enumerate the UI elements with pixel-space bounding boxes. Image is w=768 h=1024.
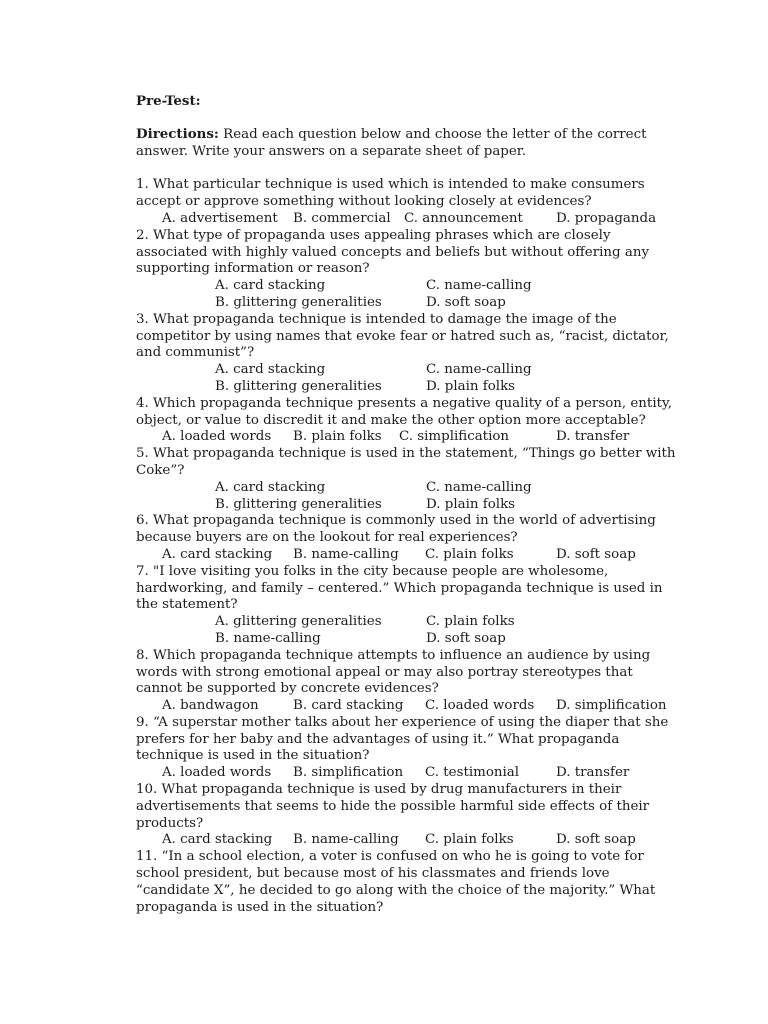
option: B. name-calling bbox=[293, 546, 399, 562]
question-1: 1. What particular technique is used which is intended to make consumers accept or approve something without looking closely at evidences? bbox=[136, 177, 645, 210]
document-page bbox=[136, 93, 676, 916]
question-9: 9. “A superstar mother talks about her experience of using the diaper that she prefers for her baby and the advantages of using it.” What propaganda technique is used in the situation? bbox=[136, 714, 669, 764]
directions-text: Read each question below and choose the letter of the correct answer. Write your answers on a separate sheet of paper. bbox=[136, 126, 647, 159]
option: C. announcement bbox=[404, 210, 523, 226]
option: D. plain folks bbox=[426, 496, 516, 512]
option: B. name-calling bbox=[293, 832, 399, 848]
question-5: 5. What propaganda technique is used in the statement, “Things go better with Coke”? bbox=[136, 446, 676, 478]
option: C. name-calling bbox=[426, 362, 532, 378]
question-1-options bbox=[136, 211, 676, 228]
option: C. plain folks bbox=[425, 832, 514, 848]
option: B. glittering generalities bbox=[215, 294, 382, 310]
option: B. glittering generalities bbox=[215, 378, 382, 394]
question-6: 6. What propaganda technique is commonly used in the world of advertising because buyers are on the lookout for real experiences? bbox=[136, 513, 656, 546]
question-4: 4. Which propaganda technique presents a negative quality of a person, entity, object, or value to discredit it and make the other option more acceptable? bbox=[136, 395, 673, 428]
option: D. simplification bbox=[556, 698, 667, 714]
page-title: Pre-Test: bbox=[136, 93, 201, 109]
question-7-options-row-2 bbox=[136, 631, 676, 648]
question-3-options-row-2 bbox=[136, 379, 676, 396]
question-10: 10. What propaganda technique is used by drug manufacturers in their advertisements that seems to hide the possible harmful side effects of their products? bbox=[136, 782, 650, 831]
option: A. card stacking bbox=[162, 546, 273, 562]
option: C. name-calling bbox=[426, 479, 532, 495]
question-5-options-row-1 bbox=[136, 480, 676, 497]
option: D. plain folks bbox=[426, 378, 516, 394]
option: A. advertisement bbox=[162, 210, 278, 226]
option: B. simplification bbox=[293, 765, 404, 781]
option: B. glittering generalities bbox=[215, 496, 382, 512]
option: C. simplification bbox=[399, 429, 510, 445]
option: B. name-calling bbox=[215, 630, 321, 646]
option: A. loaded words bbox=[162, 429, 272, 445]
option: C. plain folks bbox=[425, 546, 514, 562]
question-11: 11. “In a school election, a voter is confused on who he is going to vote for school president, but because most of his classmates and friends love “candidate X”, he decided to go along with the choice of the majority.” What propaganda is used in the situation? bbox=[136, 849, 656, 915]
directions bbox=[136, 126, 676, 161]
option: C. name-calling bbox=[426, 278, 532, 294]
option: A. bandwagon bbox=[162, 698, 259, 714]
option: D. soft soap bbox=[556, 832, 636, 848]
option: D. transfer bbox=[556, 429, 630, 445]
option: A. card stacking bbox=[215, 479, 326, 495]
option: A. loaded words bbox=[162, 765, 272, 781]
question-8-options bbox=[136, 698, 676, 715]
option: C. loaded words bbox=[425, 698, 535, 714]
directions-label: Directions: bbox=[136, 125, 219, 142]
question-7: 7. "I love visiting you folks in the city because people are wholesome, hardworking, and family – centered.” Which propaganda technique is used in the statement? bbox=[136, 563, 663, 613]
option: B. commercial bbox=[293, 210, 391, 226]
option: D. transfer bbox=[556, 765, 630, 781]
option: A. card stacking bbox=[215, 278, 326, 294]
question-4-options bbox=[136, 429, 676, 446]
option: C. testimonial bbox=[425, 765, 520, 781]
question-2-options-row-2 bbox=[136, 295, 676, 312]
option: A. card stacking bbox=[215, 362, 326, 378]
option: D. soft soap bbox=[556, 546, 636, 562]
question-6-options bbox=[136, 547, 676, 564]
question-8: 8. Which propaganda technique attempts to influence an audience by using words with strong emotional appeal or may also portray stereotypes that cannot be supported by concrete evidences? bbox=[136, 647, 651, 697]
option: C. plain folks bbox=[426, 614, 515, 630]
option: A. card stacking bbox=[162, 832, 273, 848]
option: B. plain folks bbox=[293, 429, 382, 445]
question-7-options-row-1 bbox=[136, 614, 676, 631]
question-2: 2. What type of propaganda uses appealing phrases which are closely associated with highly valued concepts and beliefs but without offering any supporting information or reason? bbox=[136, 227, 650, 277]
question-9-options bbox=[136, 765, 676, 782]
question-3-options-row-1 bbox=[136, 362, 676, 379]
question-2-options-row-1 bbox=[136, 278, 676, 295]
question-5-options-row-2 bbox=[136, 497, 676, 514]
option: D. propaganda bbox=[556, 210, 657, 226]
option: A. glittering generalities bbox=[215, 614, 382, 630]
option: D. soft soap bbox=[426, 294, 506, 310]
question-10-options bbox=[136, 832, 676, 849]
option: D. soft soap bbox=[426, 630, 506, 646]
option: B. card stacking bbox=[293, 698, 404, 714]
question-3: 3. What propaganda technique is intended to damage the image of the competitor by using names that evoke fear or hatred such as, “racist, dictator, and communist”? bbox=[136, 311, 669, 361]
